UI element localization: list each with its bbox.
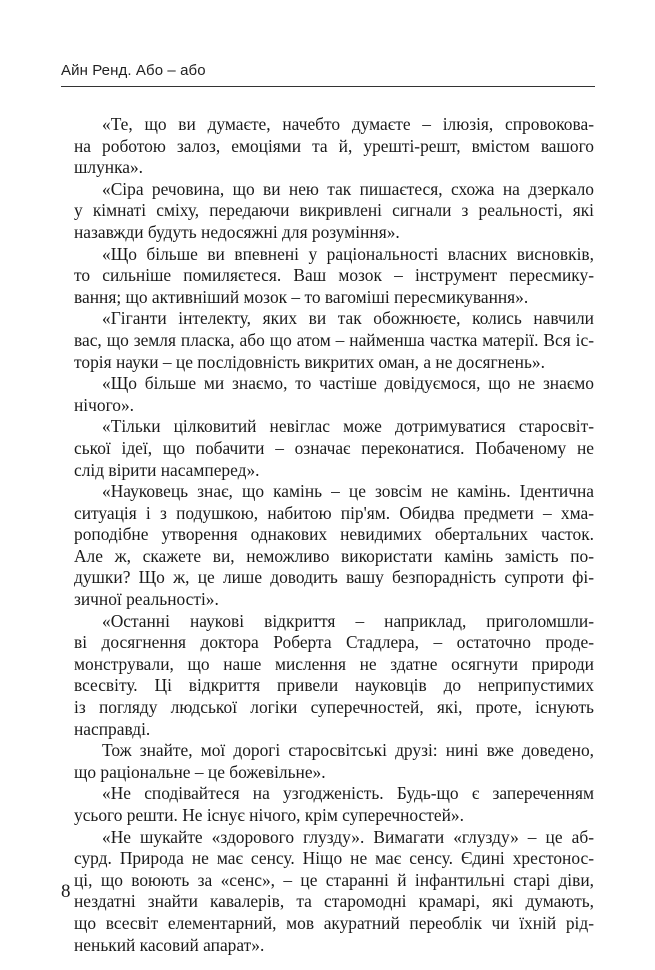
text-line: що раціональне – це божевільне». (74, 761, 326, 782)
text-line: всесвіту. Ці відкриття привели науковців до неприпустимих (74, 675, 594, 696)
text-line: усього решти. Не існує нічого, крім суперечностей». (74, 805, 464, 825)
text-line: шлунка». (74, 157, 144, 178)
body-text (74, 114, 594, 956)
text-line: насправді. (74, 718, 151, 739)
text-line: «Те, що ви думаєте, начебто думаєте – ілюзія, спровокова- (102, 114, 594, 134)
paragraph (74, 827, 594, 957)
text-line: «Останні наукові відкриття – наприклад, приголомшли- (102, 610, 594, 631)
text-line: ненький касовий апарат». (74, 934, 265, 955)
paragraph (74, 481, 594, 611)
paragraph (74, 373, 594, 416)
text-line: нічого». (74, 394, 135, 415)
text-line: нездатні знайти кавалерів, та старомодні крамарі, які думають, (74, 891, 594, 912)
running-head: Айн Ренд. Або – або (61, 62, 206, 79)
text-line: ської ідеї, що побачити – означає переконатися. Побаченому не (74, 437, 594, 458)
text-line: ці, що воюють за «сенс», – це старанні й інфантильні старі діви, (74, 869, 594, 890)
header-rule (61, 86, 595, 87)
paragraph (74, 244, 594, 309)
text-line: «Що більше ви впевнені у раціональності власних висновків, (102, 243, 594, 264)
text-line: душки? Що ж, це лише доводить вашу безпорадність супроти фі- (74, 567, 594, 588)
text-line: монстрували, що наше мислення не здатне осягнути природи (74, 653, 594, 674)
text-line: на роботою залоз, емоціями та й, урешті-решт, вмістом вашого (74, 135, 594, 156)
text-line: назавжди будуть недосяжні для розуміння». (74, 221, 400, 242)
text-line: роподібне утворення однакових невидимих обертальних часток. (74, 524, 594, 545)
text-line: «Гіганти інтелекту, яких ви так обожнюєте, колись навчили (102, 308, 594, 329)
text-line: у кімнаті сміху, передаючи викривлені сигнали з реальності, які (74, 200, 594, 221)
text-line: вання; що активніший мозок – то вагоміші пересмикування». (74, 286, 529, 307)
text-line: «Не сподівайтеся на узгодженість. Будь-що є запереченням (102, 783, 594, 804)
paragraph (74, 740, 594, 783)
text-line: сурд. Природа не має сенсу. Ніщо не має сенсу. Єдині хрестонос- (74, 848, 594, 869)
paragraph (74, 308, 594, 373)
text-line: Але ж, скажете ви, неможливо використати камінь замість по- (74, 545, 594, 566)
text-line: то сильніше помиляєтеся. Ваш мозок – інструмент пересмику- (74, 265, 594, 286)
text-line: «Що більше ми знаємо, то частіше довідуємося, що не знаємо (102, 373, 594, 394)
text-line: вас, що земля пласка, або що атом – найменша частка матерії. Вся іс- (74, 329, 594, 350)
paragraph (74, 416, 594, 481)
text-line: слід вірити насамперед». (74, 459, 260, 480)
text-line: «Науковець знає, що камінь – це зовсім не камінь. Ідентична (102, 481, 594, 502)
paragraph (74, 179, 594, 244)
paragraph (74, 783, 594, 826)
text-line: зичної реальності». (74, 589, 219, 610)
text-line: ситуація і з подушкою, набитою пір'ям. Обидва предмети – хма- (74, 502, 594, 523)
text-line: торія науки – це послідовність викритих оман, а не досягнень». (74, 351, 545, 372)
text-line: із погляду людської логіки суперечностей, які, проте, існують (74, 697, 594, 718)
page-number: 8 (61, 881, 71, 902)
text-line: «Не шукайте «здорового глузду». Вимагати «глузду» – це аб- (102, 826, 594, 847)
text-line: Тож знайте, мої дорогі старосвітські друзі: нині вже доведено, (102, 740, 594, 761)
text-line: ві досягнення доктора Роберта Стадлера, – остаточно продe- (74, 632, 594, 653)
paragraph (74, 114, 594, 179)
text-line: «Сіра речовина, що ви нею так пишаєтеся, схожа на дзеркало (102, 178, 594, 199)
text-line: що всесвіт елементарний, мов акуратний переоблік чи їхній рід- (74, 912, 594, 933)
text-line: «Тільки цілковитий невіглас може дотримуватися старосвіт- (102, 416, 594, 437)
paragraph (74, 611, 594, 741)
